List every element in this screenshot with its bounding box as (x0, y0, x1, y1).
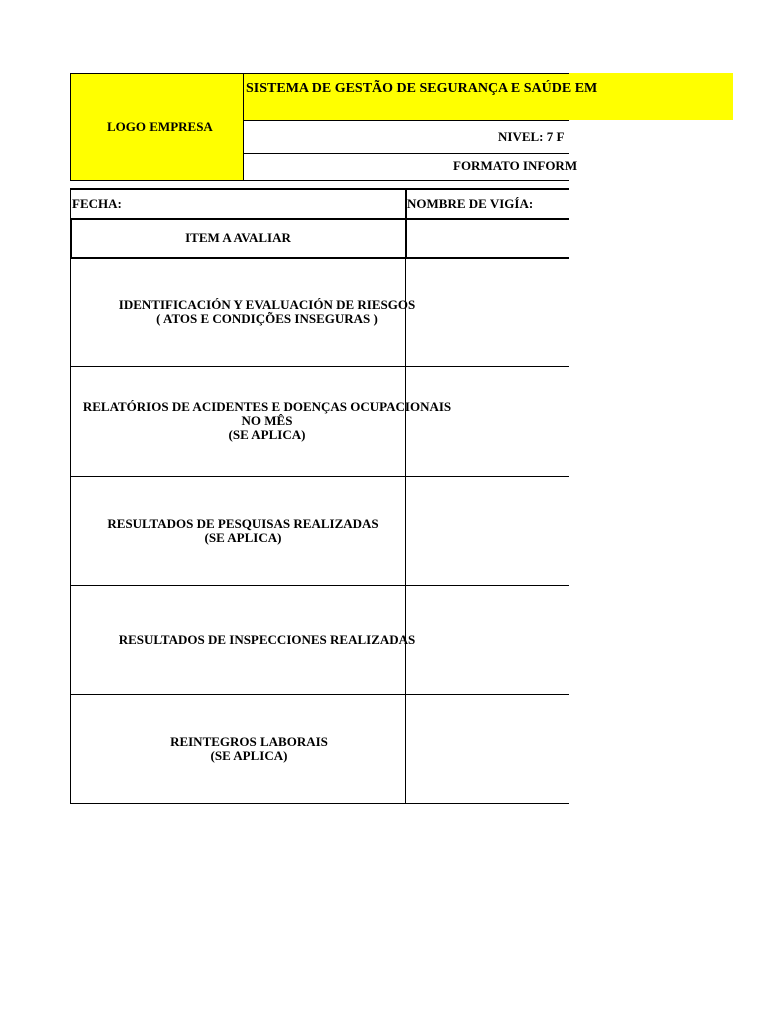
header-bottom-border (70, 180, 569, 181)
table-row-item (89, 257, 445, 367)
row-line-2: ( ATOS E CONDIÇÕES INSEGURAS ) (156, 311, 378, 326)
row-line-1: RELATÓRIOS DE ACIDENTES E DOENÇAS OCUPACIONAIS (82, 399, 452, 414)
logo-label: LOGO EMPRESA (107, 119, 213, 134)
level-label: NIVEL: 7 F (498, 129, 565, 144)
title-bottom-border (243, 120, 569, 121)
colhead-top-border (70, 218, 569, 220)
row-line-2: (SE APLICA) (204, 530, 282, 545)
format-label: FORMATO INFORM (453, 158, 578, 173)
row-line-2: NO MÊS (241, 413, 293, 428)
date-label: FECHA: (72, 196, 122, 211)
table-row-item (82, 366, 452, 476)
fields-left-border (70, 188, 71, 218)
row-line-1: IDENTIFICACIÓN Y EVALUACIÓN DE RIESGOS (118, 297, 416, 312)
level-bottom-border (243, 153, 569, 154)
fields-top-border (70, 188, 569, 190)
row-line-1: RESULTADOS DE PESQUISAS REALIZADAS (107, 516, 379, 531)
row-line-3: (SE APLICA) (228, 427, 306, 442)
table-row-item (71, 694, 427, 804)
colhead-divider (405, 218, 407, 257)
column-header-item: ITEM A AVALIAR (185, 230, 291, 245)
header-top-border (70, 73, 569, 74)
header-left-border (70, 73, 71, 180)
logo-right-border (243, 73, 244, 180)
row-line-2: (SE APLICA) (210, 748, 288, 763)
system-title: SISTEMA DE GESTÃO DE SEGURANÇA E SAÚDE EM (246, 81, 598, 96)
table-row-item (71, 476, 415, 586)
table-row-item (89, 585, 445, 695)
row-line-1: RESULTADOS DE INSPECCIONES REALIZADAS (118, 632, 416, 647)
row-line-1: REINTEGROS LABORAIS (170, 734, 328, 749)
watcher-label: NOMBRE DE VIGÍA: (407, 196, 534, 211)
